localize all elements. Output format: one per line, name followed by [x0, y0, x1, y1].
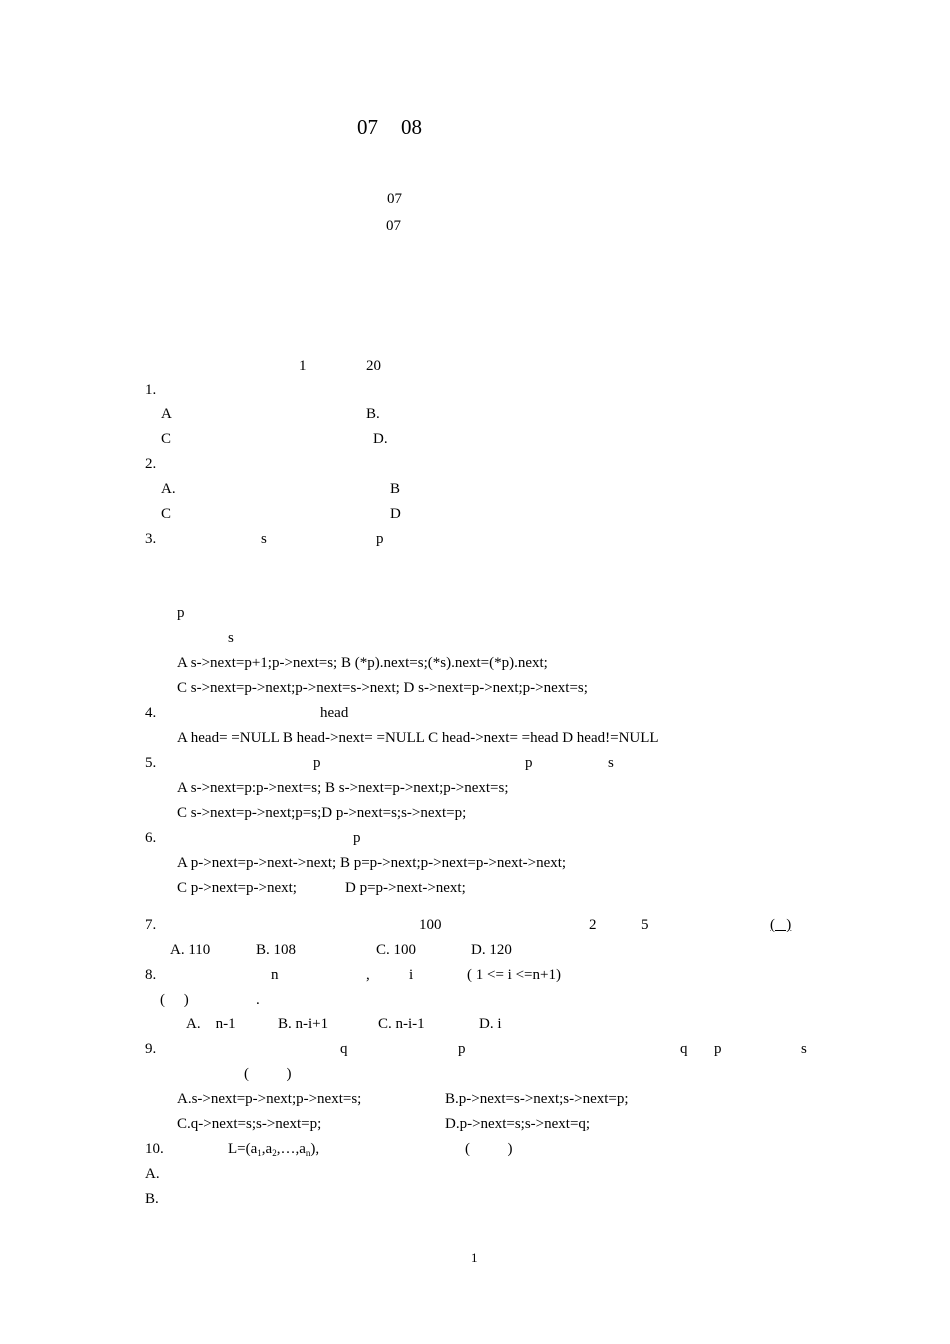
q1-number: 1.: [145, 382, 157, 398]
q10-option-b: B.: [145, 1191, 159, 1207]
q9-number: 9.: [145, 1041, 157, 1057]
section-score-each: 1: [299, 358, 307, 374]
q8-period: .: [256, 992, 260, 1008]
q8-var-n: n: [271, 967, 279, 983]
q3-figure-label-p: p: [177, 605, 185, 621]
q3-options-cd: C s->next=p->next;p->next=s->next; D s->next=p->next;p->next=s;: [177, 680, 588, 696]
q2-option-d: D: [390, 506, 401, 522]
q9-var-q-1: q: [340, 1041, 348, 1057]
q10-answer-blank: ( ): [465, 1141, 513, 1157]
q9-var-p-2: p: [714, 1041, 722, 1057]
q7-option-d: D. 120: [471, 942, 512, 958]
q6-option-d: D p=p->next->next;: [345, 880, 466, 896]
q7-value-2: 2: [589, 917, 597, 933]
q6-var-p: p: [353, 830, 361, 846]
q4-var-head: head: [320, 705, 349, 721]
q1-option-d: D.: [373, 431, 388, 447]
q8-option-b: B. n-i+1: [278, 1016, 329, 1032]
q1-option-b: B.: [366, 406, 380, 422]
q8-var-i: i: [409, 967, 414, 983]
q6-option-c: C p->next=p->next;: [177, 880, 297, 896]
q7-option-c: C. 100: [376, 942, 417, 958]
q10-number: 10.: [145, 1141, 164, 1157]
q7-option-a: A. 110: [170, 942, 211, 958]
q9-var-q-2: q: [680, 1041, 688, 1057]
page-number: 1: [471, 1250, 478, 1265]
subtitle-line-2: 07: [386, 218, 401, 234]
subtitle-line-1: 07: [387, 191, 402, 207]
q3-var-s: s: [261, 531, 267, 547]
q3-figure-label-s: s: [228, 630, 234, 646]
q9-answer-blank: ( ): [244, 1066, 292, 1082]
q7-number: 7.: [145, 917, 157, 933]
q2-option-a: A.: [161, 481, 176, 497]
q7-option-b: B. 108: [256, 942, 297, 958]
q5-var-p-1: p: [313, 755, 321, 771]
q1-option-c: C: [161, 431, 172, 447]
title-year-end: 08: [401, 115, 422, 139]
q4-number: 4.: [145, 705, 157, 721]
q9-option-a: A.s->next=p->next;p->next=s;: [177, 1091, 362, 1107]
q8-option-a: A. n-1: [186, 1016, 236, 1032]
q8-comma: ,: [366, 967, 370, 983]
q3-var-p: p: [376, 531, 384, 547]
section-score-total: 20: [366, 358, 381, 374]
q5-var-p-2: p: [525, 755, 533, 771]
q4-options: A head= =NULL B head->next= =NULL C head->next= =head D head!=NULL: [177, 730, 659, 746]
q6-number: 6.: [145, 830, 157, 846]
q7-value-100: 100: [419, 917, 442, 933]
q9-var-p-1: p: [458, 1041, 466, 1057]
q3-number: 3.: [145, 531, 157, 547]
q9-option-d: D.p->next=s;s->next=q;: [445, 1116, 591, 1132]
q8-range: ( 1 <= i <=n+1): [467, 967, 561, 983]
q2-number: 2.: [145, 456, 157, 472]
q2-option-c: C: [161, 506, 172, 522]
q10-option-a: A.: [145, 1166, 160, 1182]
q5-options-cd: C s->next=p->next;p=s;D p->next=s;s->next=p;: [177, 805, 467, 821]
q7-answer-blank: ( ): [770, 917, 792, 933]
q9-option-b: B.p->next=s->next;s->next=p;: [445, 1091, 629, 1107]
q8-option-d: D. i: [479, 1016, 502, 1032]
q3-options-ab: A s->next=p+1;p->next=s; B (*p).next=s;(*s).next=(*p).next;: [177, 655, 548, 671]
q5-options-ab: A s->next=p:p->next=s; B s->next=p->next;p->next=s;: [177, 780, 509, 796]
q8-number: 8.: [145, 967, 157, 983]
q5-number: 5.: [145, 755, 157, 771]
q10-linear-list: $L=(a_1,a_2,\dots,a_n)$,: [228, 1141, 320, 1158]
q8-option-c: C. n-i-1: [378, 1016, 425, 1032]
q1-option-a: A: [161, 406, 172, 422]
title-year-start: 07: [357, 115, 378, 139]
q2-option-b: B: [390, 481, 401, 497]
q7-value-5: 5: [641, 917, 649, 933]
q6-options-ab: A p->next=p->next->next; B p=p->next;p->next=p->next->next;: [177, 855, 567, 871]
q8-answer-blank: ( ): [160, 992, 189, 1008]
q9-var-s: s: [801, 1041, 807, 1057]
q9-option-c: C.q->next=s;s->next=p;: [177, 1116, 322, 1132]
q5-var-s: s: [608, 755, 614, 771]
